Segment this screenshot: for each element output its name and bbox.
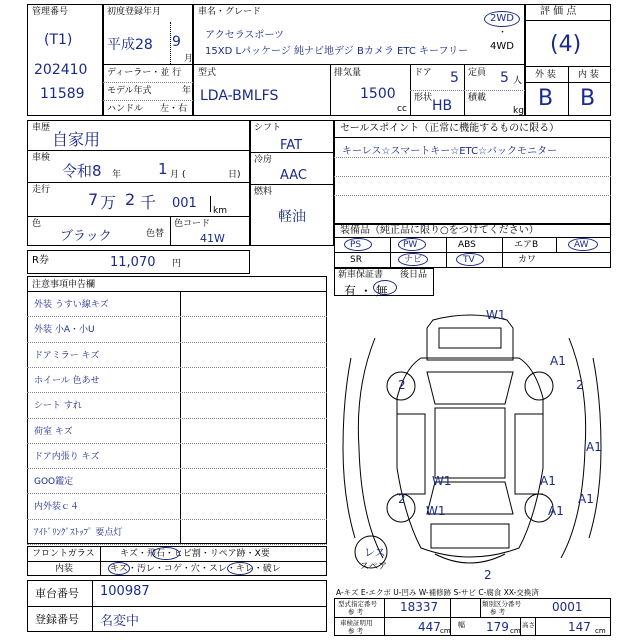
interior-label: 内装 bbox=[55, 564, 74, 574]
sales-label: セールスポイント（正常に機能するものに限る） bbox=[340, 123, 560, 134]
mgmt-num2: 11589 bbox=[40, 86, 85, 102]
rui-val: 0001 bbox=[552, 600, 583, 614]
car-grade: 15XD Lパッケージ 純ナビ地デジ Bカメラ ETC キーフリー bbox=[205, 46, 469, 57]
note-item: ｱｲﾄﾞﾘﾝｸﾞｽﾄｯﾌﾟ 要点灯 bbox=[34, 527, 123, 538]
regnum-label: 登録番号 bbox=[35, 613, 79, 626]
ac-val: AAC bbox=[280, 168, 307, 183]
car-name: アクセラスポーツ bbox=[205, 30, 284, 41]
year-unit: 年 bbox=[182, 86, 192, 96]
note-item: ドア内張り キズ bbox=[34, 451, 100, 462]
reg-month-unit: 月 bbox=[184, 54, 194, 64]
inspect-era: 令和8 bbox=[62, 162, 102, 180]
car-label: 車名・グレード bbox=[198, 7, 262, 17]
damage-mark: W1 bbox=[432, 474, 452, 488]
note-item: シート すれ bbox=[34, 401, 82, 412]
damage-mark: A1 bbox=[586, 440, 602, 454]
ext-val: B bbox=[538, 86, 554, 111]
equip-tv: TV bbox=[463, 255, 475, 265]
spare-label: スペア bbox=[360, 562, 388, 572]
model-year-label: モデル年式 bbox=[107, 86, 152, 96]
rui-label: 類別区分番号 bbox=[482, 600, 521, 608]
cap-val: 5 bbox=[500, 70, 509, 86]
note-item: ホイール 色あせ bbox=[34, 375, 100, 386]
shift-label: シフト bbox=[254, 123, 282, 133]
color-label: 色 bbox=[32, 219, 42, 229]
shift-val: FAT bbox=[280, 138, 303, 153]
damage-mark: A1 bbox=[550, 354, 566, 368]
mileage-v3: 001 bbox=[172, 196, 197, 211]
legend: A-キズ E-エクボ U-凹み W-補修跡 S-サビ C-腐食 XX-交換済 bbox=[336, 588, 539, 597]
color-chg: 色替 bbox=[146, 229, 165, 239]
kata-sub: 参 考 bbox=[348, 608, 364, 616]
equip-abs: ABS bbox=[458, 240, 476, 250]
mileage-v1: 7 bbox=[88, 190, 99, 209]
int-val: B bbox=[580, 86, 596, 111]
regnum-val: 名変中 bbox=[100, 614, 140, 629]
inspect-m: 1 bbox=[158, 160, 168, 178]
len-val: 447 bbox=[418, 620, 441, 634]
type-val: LDA-BMLFS bbox=[200, 88, 279, 104]
equip-leather: カワ bbox=[518, 255, 537, 265]
spare-val: レス bbox=[364, 546, 386, 559]
door-label: ドア bbox=[414, 68, 432, 78]
inspect-du: 日) bbox=[228, 170, 241, 180]
mgmt-num1: 202410 bbox=[34, 62, 88, 78]
h-label: 高さ bbox=[522, 621, 535, 629]
rui-sub: 参 考 bbox=[490, 608, 506, 616]
kata-label: 型式指定番号 bbox=[338, 600, 377, 608]
glass-label: フロントガラス bbox=[32, 549, 95, 559]
note-item: 内外装ｃ４ bbox=[34, 502, 80, 513]
equip-pw: PW bbox=[403, 240, 418, 250]
damage-mark: 2 bbox=[484, 568, 492, 582]
door-val: 5 bbox=[450, 70, 459, 86]
mgmt-t: (T1) bbox=[44, 32, 73, 48]
color-val: ブラック bbox=[60, 229, 112, 244]
handle-label: ハンドル bbox=[107, 104, 144, 114]
kata-val: 18337 bbox=[400, 600, 439, 614]
color-code-label: 色コード bbox=[174, 219, 211, 229]
note-item: 荷室 キズ bbox=[34, 426, 73, 437]
note-item: 外装 うすい線キズ bbox=[34, 300, 109, 310]
note-item: ドアミラー キズ bbox=[34, 350, 100, 361]
recycle-val: 11,070 bbox=[110, 255, 156, 270]
recycle-unit: 円 bbox=[172, 259, 182, 269]
h-cm: cm bbox=[595, 627, 606, 635]
mgmt-label: 管理番号 bbox=[32, 7, 69, 17]
load-unit: kg bbox=[513, 106, 524, 116]
inspect-label: 車検 bbox=[32, 153, 51, 163]
use-label: 車歴 bbox=[32, 123, 51, 133]
disp-val: 1500 bbox=[360, 86, 396, 102]
equip-navi: ナビ bbox=[404, 255, 423, 265]
handle-val: 左・右 bbox=[160, 104, 188, 114]
damage-mark: 2 bbox=[576, 378, 584, 392]
len-sub: 参 考 bbox=[348, 627, 364, 635]
mileage-label: 走行 bbox=[32, 185, 51, 195]
chassis-label: 車台番号 bbox=[35, 587, 79, 600]
sales-box bbox=[334, 120, 611, 224]
disp-unit: cc bbox=[397, 104, 407, 114]
mileage-unit: km bbox=[213, 206, 227, 216]
type-label: 型式 bbox=[198, 68, 217, 78]
cap-unit: 人 bbox=[513, 76, 523, 86]
damage-mark: 2 bbox=[398, 492, 406, 506]
chassis-val: 100987 bbox=[100, 584, 150, 599]
color-code: 41W bbox=[200, 232, 225, 245]
note-item: GOO鑑定 bbox=[34, 477, 74, 488]
cap-label: 定員 bbox=[468, 68, 487, 78]
damage-mark: A1 bbox=[578, 492, 594, 506]
interior-val: キズ・汚レ・コゲ・穴・スレ・キレ・破レ bbox=[110, 564, 281, 574]
int-label: 内 装 bbox=[578, 70, 599, 80]
w-cm: cm bbox=[510, 627, 521, 635]
later-label: 後日品 bbox=[400, 270, 428, 280]
h-val: 147 bbox=[568, 620, 591, 634]
glass-val: キズ・飛石・ヒビ割・リペア跡・X要 bbox=[120, 549, 270, 559]
equip-sr: SR bbox=[350, 255, 362, 265]
shape-label: 形状 bbox=[414, 93, 433, 103]
notes-label: 注意事項申告欄 bbox=[32, 280, 96, 290]
warranty-label: 新車保証書 bbox=[338, 270, 384, 280]
equip-label: 装備品（純正品に限り○をつけてください） bbox=[340, 225, 539, 236]
mileage-v2: 2 bbox=[125, 190, 136, 209]
use-val: 自家用 bbox=[52, 130, 101, 149]
inspect-mu: 月 bbox=[170, 170, 180, 180]
inspect-open: ( bbox=[182, 170, 186, 180]
wd-dot: ・ bbox=[498, 28, 508, 38]
wd2: 2WD bbox=[490, 13, 514, 24]
load-label: 積載 bbox=[468, 93, 487, 103]
damage-mark: W1 bbox=[486, 308, 506, 322]
dealer-label: ディーラー・並 行 bbox=[107, 68, 182, 78]
wd4: 4WD bbox=[490, 41, 514, 52]
score-val: (4) bbox=[550, 32, 582, 57]
recycle-label: R券 bbox=[32, 255, 49, 266]
equip-ps: PS bbox=[350, 240, 362, 250]
len-label: 車検証明用 bbox=[340, 619, 373, 627]
car-diagram bbox=[335, 298, 611, 586]
equip-aw: AW bbox=[574, 240, 589, 250]
fuel-val: 軽油 bbox=[278, 209, 306, 225]
fuel-label: 燃料 bbox=[254, 187, 273, 197]
equip-airbag: エアB bbox=[514, 240, 539, 250]
shape-val: HB bbox=[432, 98, 453, 114]
reg-era: 平成28 bbox=[107, 37, 153, 53]
w-val: 179 bbox=[486, 620, 509, 634]
damage-mark: 2 bbox=[398, 378, 406, 392]
damage-mark: W1 bbox=[426, 504, 446, 518]
len-cm: cm bbox=[440, 627, 451, 635]
ac-label: 冷房 bbox=[254, 155, 273, 165]
inspect-y: 年 bbox=[112, 170, 122, 180]
score-label: 評 価 点 bbox=[540, 6, 577, 17]
reg-label: 初度登録年月 bbox=[107, 7, 162, 17]
sales-val: キーレス☆スマートキー☆ETC☆バックモニター bbox=[342, 146, 558, 157]
w-label: 幅 bbox=[458, 621, 465, 629]
mileage-u1: 万 bbox=[100, 193, 117, 212]
damage-mark: A1 bbox=[540, 474, 556, 488]
mileage-u2: 千 bbox=[140, 193, 157, 212]
reg-month: 9 bbox=[172, 34, 181, 50]
note-item: 外装 小A・小U bbox=[34, 325, 95, 336]
damage-mark: A1 bbox=[548, 504, 564, 518]
disp-label: 排気量 bbox=[334, 68, 362, 78]
ext-label: 外 装 bbox=[535, 70, 556, 80]
warranty-val: 有 ・ 無 bbox=[344, 284, 388, 298]
